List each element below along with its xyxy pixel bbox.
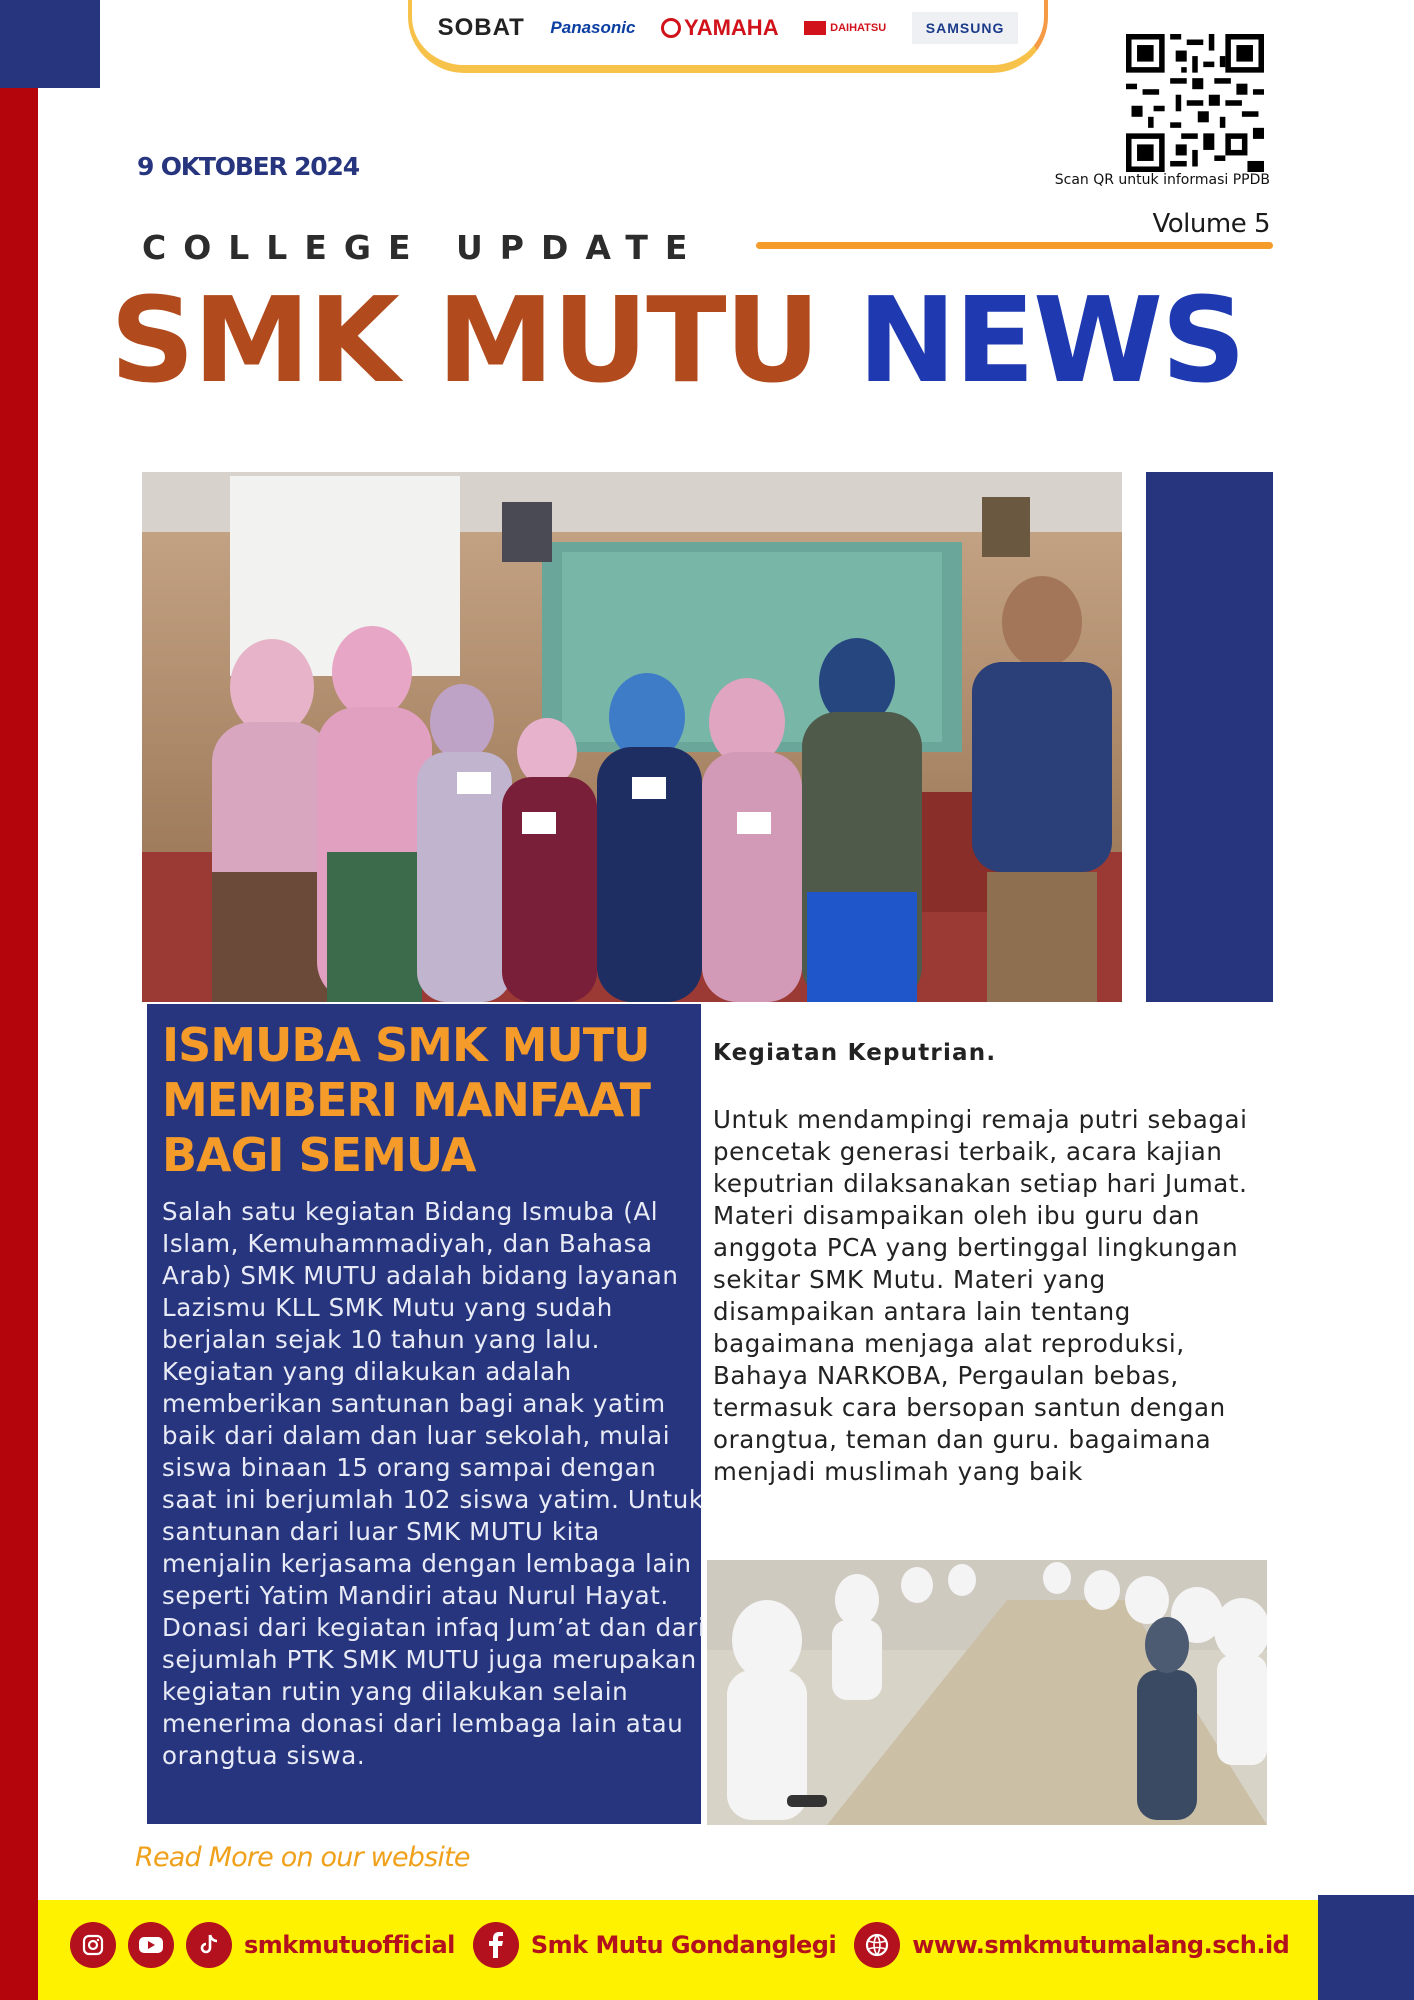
ppdb-qr-code[interactable]	[1126, 34, 1264, 172]
globe-icon[interactable]	[854, 1922, 900, 1968]
masthead-news: NEWS	[857, 271, 1245, 409]
kicker-college-update: COLLEGE UPDATE	[142, 228, 705, 267]
masthead-smk-mutu: SMK MUTU	[110, 271, 819, 409]
instagram-icon[interactable]	[70, 1922, 116, 1968]
sponsor-logo-panasonic: Panasonic	[550, 18, 636, 37]
corner-block-bottom-right	[1318, 1895, 1414, 2000]
sponsor-logo-samsung: SAMSUNG	[912, 12, 1019, 44]
sponsor-name-daihatsu: DAIHATSU	[830, 22, 887, 34]
main-group-photo	[142, 472, 1122, 1002]
website-url[interactable]: www.smkmutumalang.sch.id	[912, 1931, 1290, 1959]
sponsor-logo-yamaha	[661, 15, 779, 41]
side-article-title: Kegiatan Keputrian.	[713, 1040, 997, 1066]
keputrian-photo	[707, 1560, 1267, 1825]
photo-side-panel	[1146, 472, 1273, 1002]
facebook-icon[interactable]	[473, 1922, 519, 1968]
volume-label: Volume 5	[1152, 209, 1270, 239]
sponsor-logo-sobat: SOBAT	[437, 14, 525, 41]
left-red-bar	[0, 88, 38, 2000]
tiktok-icon[interactable]	[186, 1922, 232, 1968]
read-more-link[interactable]: Read More on our website	[135, 1842, 470, 1873]
yamaha-tuning-fork-icon	[661, 18, 681, 38]
footer-contacts	[70, 1922, 1300, 1968]
sponsor-name-yamaha: YAMAHA	[684, 15, 779, 40]
sponsor-logo-daihatsu	[804, 21, 886, 35]
main-article-title: ISMUBA SMK MUTU MEMBERI MANFAAT BAGI SEMUA	[162, 1018, 651, 1182]
social-handle[interactable]: smkmutuofficial	[244, 1931, 455, 1959]
main-article-body: Salah satu kegiatan Bidang Ismuba (Al Islam, Kemuhammadiyah, dan Bahasa Arab) SMK MUTU adalah bidang layanan Lazismu KLL SMK Mutu yang sudah berjalan sejak 10 tahun yang lalu. Kegiatan yang dilakukan adalah memberikan santunan bagi anak yatim baik dari dalam dan luar sekolah, mulai siswa binaan 15 orang sampai dengan saat ini berjumlah 102 siswa yatim. Untuk santunan dari luar SMK MUTU kita menjalin kerjasama dengan lembaga lain seperti Yatim Mandiri atau Nurul Hayat. Donasi dari kegiatan infaq Jum’at dan dari sejumlah PTK SMK MUTU juga merupakan kegiatan rutin yang dilakukan selain menerima donasi dari lembaga lain atau orangtua siswa.	[162, 1197, 706, 1770]
side-article-body: Untuk mendampingi remaja putri sebagai pencetak generasi terbaik, acara kajian keputrian dilaksanakan setiap hari Jumat. Materi disampaikan oleh ibu guru dan anggota PCA yang bertinggal lingkungan sekitar SMK Mutu. Materi yang disampaikan antara lain tentang bagaimana menjaga alat reproduksi, Bahaya NARKOBA, Pergaulan bebas, termasuk cara bersopan santun dengan orangtua, teman dan guru. bagaimana menjadi muslimah yang baik	[713, 1105, 1248, 1486]
youtube-icon[interactable]	[128, 1922, 174, 1968]
masthead-title	[110, 270, 1310, 410]
qr-caption: Scan QR untuk informasi PPDB	[1054, 172, 1270, 188]
daihatsu-emblem-icon	[804, 21, 826, 35]
sponsor-banner	[408, 0, 1048, 73]
corner-block-top-left	[0, 0, 100, 88]
issue-date: 9 OKTOBER 2024	[137, 152, 359, 181]
orange-divider	[756, 242, 1273, 249]
facebook-page-name[interactable]: Smk Mutu Gondanglegi	[530, 1931, 837, 1959]
